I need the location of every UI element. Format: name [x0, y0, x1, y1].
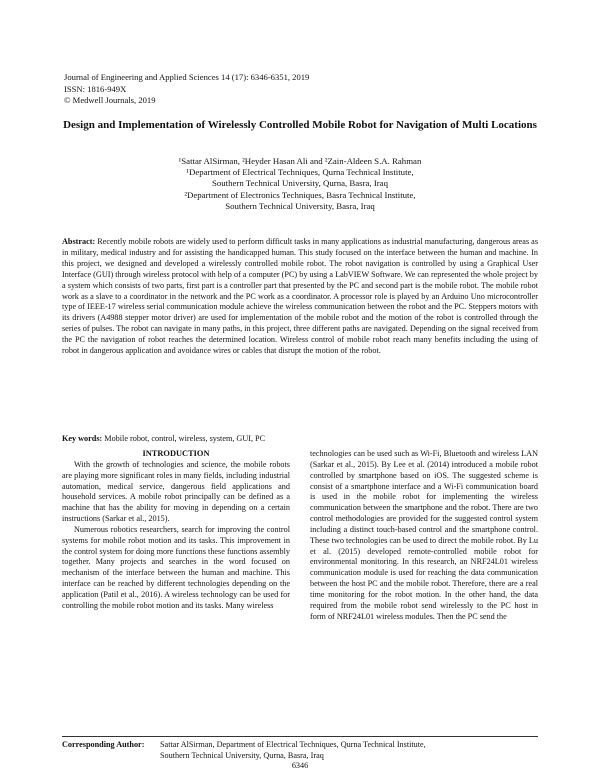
journal-copyright: © Medwell Journals, 2019	[64, 95, 156, 106]
affiliation-2-line-1: ²Department of Electronics Techniques, Basra Technical Institute,	[184, 189, 416, 200]
intro-paragraph-1: With the growth of technologies and science, the mobile robots are playing more significant roles in many fields, including industrial automation, medical service, dangerous field applications and household services. A mobile robot principally can be defined as a machine that has the ability for moving in depending on a certain instructions (Sarkar et al., 2015).	[62, 459, 290, 524]
author-block	[60, 156, 540, 212]
journal-issn: ISSN: 1816-949X	[64, 83, 127, 94]
left-column	[62, 449, 290, 612]
affiliation-1-line-1: ¹Department of Electrical Techniques, Qurna Technical Institute,	[186, 167, 414, 178]
keywords-text: Mobile robot, control, wireless, system, GUI, PC	[102, 434, 266, 443]
corresponding-author-details	[160, 740, 540, 761]
corresponding-author-line-2: Southern Technical University, Qurna, Basra, Iraq	[160, 750, 324, 760]
intro-paragraph-2: Numerous robotics researchers, search for improving the control systems for mobile robot motion and its tasks. This improvement in the control system for doing more functions these functions assembly together. Many projects and searches in the word focused on mechanism of the interface between the human and machine. This interface can be reached by different technologies depending on the application (Patil et al., 2016). A wireless technology can be used for controlling the mobile robot motion and its tasks. Many wireless	[62, 524, 290, 610]
section-heading-introduction: INTRODUCTION	[142, 449, 210, 458]
keywords-label: Key words:	[62, 434, 103, 443]
journal-name: Journal of Engineering and Applied Sciences 14 (17): 6346-6351, 2019	[64, 72, 310, 82]
author-names: ¹Sattar AlSirman, ²Heyder Hasan Ali and ²Zain-Aldeen S.A. Rahman	[178, 156, 422, 166]
paper-title: Design and Implementation of Wirelessly Controlled Mobile Robot for Navigation of Multi Locations	[63, 119, 537, 131]
right-column	[310, 449, 538, 623]
corresponding-author-line-1: Sattar AlSirman, Department of Electrical Techniques, Qurna Technical Institute,	[160, 740, 426, 749]
keywords	[62, 433, 538, 444]
footer-divider	[62, 736, 538, 737]
abstract-text: Recently mobile robots are widely used to perform difficult tasks in many applications as industrial manufacturing, dangerous areas as in military, medical industry and for assisting the handicapped human. This study focused on the interface between the human and machine. In this project, we designed and developed a wirelessly controlled mobile robot. The robot navigation is controlled by using a Graphical User Interface (GUI) through wireless protocol with help of a computer (PC) by using a LabVIEW Software. We can represented the whole project by a system which consists of two parts, first part is a controller part that presented by the PC and second part is the mobile robot. The mobile robot work as a slave to a coordinator in the network and the PC work as a coordinator. A processor role is played by an Arduino Uno microcontroller type of IEEE-17 wireless serial communication module achieve the wireless communication between the robot and the PC. Steppers motors with its drivers (A4988 stepper motor driver) are used for implementation of the mobile robot and the motion of the robot is controlled through the series of pulses. The robot can navigate in many paths, in this project, three different paths are navigated. Depending on the signal received from the PC the navigation of robot reaches the determined location. Wireless control of mobile robot reach many benefits including the using of robot in dangerous application and avoidance wires or cables that disrupt the motion of the robot.	[62, 237, 538, 356]
abstract-label: Abstract:	[62, 237, 96, 246]
journal-header	[64, 72, 309, 107]
affiliation-2-line-2: Southern Technical University, Basra, Iraq	[225, 200, 375, 211]
abstract	[62, 237, 538, 357]
affiliation-1-line-2: Southern Technical University, Qurna, Basra, Iraq	[211, 178, 388, 189]
intro-paragraph-3: technologies can be used such as Wi-Fi, Bluetooth and wireless LAN (Sarkar et al., 2015). By Lee et al. (2014) introduced a mobile robot controlled by smartphone based on iOS. The suggested scheme is consist of a smartphone interface and a Wi-Fi communication board is used in the mobile robot for implementing the wireless communication between the smartphone and the robot. There are two control methodologies are provided for the suggested control system including a distinct touch-based control and the smartphone control. These two technologies can be used to direct the mobile robot. By Lu et al. (2015) developed remote-controlled mobile robot for environmental monitoring. In this research, an NRF24L01 wireless communication module is used for reaching the data communication between the host PC and the mobile robot. Therefore, there are a real time monitoring for the robot motion. In the other hand, the data required from the mobile robot send wirelessly to the PC host in form of NRF24L01 wireless modules. Then the PC send the	[310, 449, 538, 621]
page-number: 6346	[291, 761, 309, 770]
corresponding-author-label: Corresponding Author:	[62, 740, 145, 749]
